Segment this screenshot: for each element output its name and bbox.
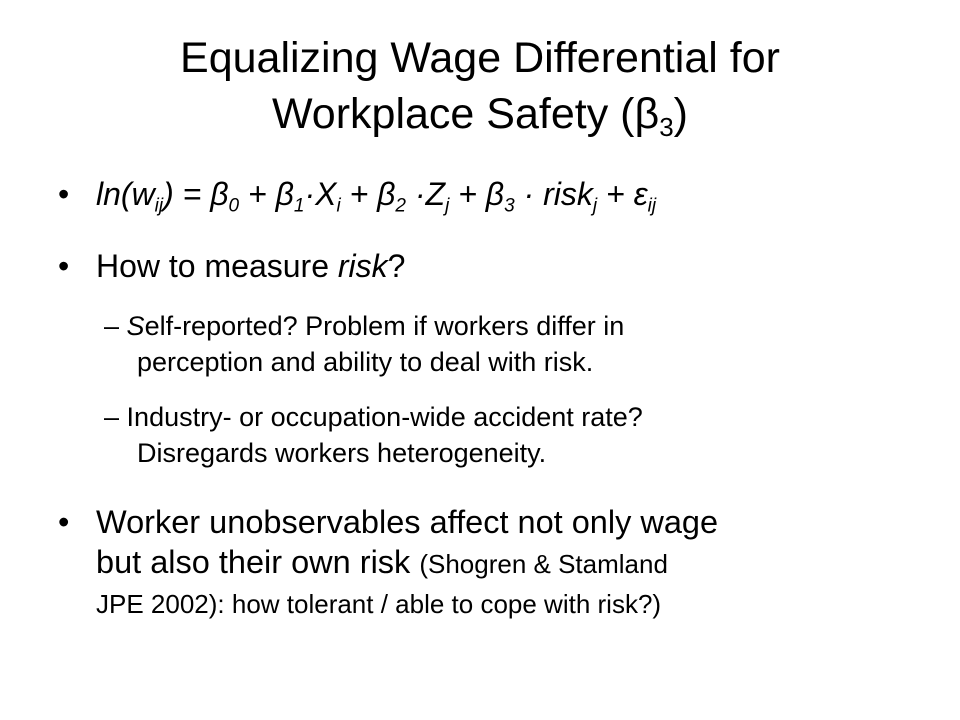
- eq-subscript: i: [336, 195, 341, 217]
- eq-subscript: j: [592, 195, 598, 217]
- eq-term: + β: [449, 176, 505, 212]
- eq-term: ·Z: [406, 176, 446, 212]
- title-beta-subscript: 3: [659, 111, 674, 142]
- industry-text: Industry- or occupation-wide accident rate?: [126, 402, 643, 432]
- bullet-dot: •: [58, 176, 70, 212]
- title-line-2: [60, 86, 900, 142]
- bullet-measure-risk: [58, 248, 405, 285]
- measure-prefix: How to measure: [96, 248, 338, 284]
- slide-title: [60, 30, 900, 142]
- eq-term: ·X: [304, 176, 337, 212]
- eq-subscript: 0: [228, 195, 240, 217]
- eq-subscript: 2: [395, 195, 406, 217]
- eq-subscript: ij: [154, 195, 164, 217]
- bullet-dot: •: [58, 504, 70, 540]
- eq-subscript: ij: [647, 195, 657, 217]
- eq-subscript: 1: [293, 195, 305, 217]
- worker-citation: (Shogren & Stamland: [419, 549, 668, 579]
- bullet-worker-unobservables: [58, 502, 718, 624]
- title-line-2-suffix: ): [673, 90, 688, 138]
- title-line-2-prefix: Workplace Safety (β: [272, 90, 660, 138]
- sub-dash: –: [104, 402, 120, 432]
- worker-line-1: [58, 502, 718, 542]
- eq-term: ) = β: [163, 176, 229, 212]
- self-initial: S: [126, 311, 145, 341]
- self-text: elf-reported? Problem if workers differ in: [144, 311, 625, 341]
- subbullet-industry: [104, 399, 643, 471]
- wage-equation: [96, 176, 657, 217]
- eq-term: + β: [340, 176, 396, 212]
- worker-text-2: but also their own risk: [96, 544, 420, 580]
- eq-term: + ε: [597, 176, 648, 212]
- measure-suffix: ?: [387, 248, 406, 284]
- eq-subscript: 3: [504, 195, 515, 217]
- bullet-dot: •: [58, 248, 70, 284]
- bullet-equation: [58, 176, 657, 217]
- measure-risk-word: risk: [337, 248, 388, 284]
- sub-dash: –: [104, 311, 120, 341]
- subbullet-self-reported: [104, 308, 624, 380]
- eq-term: · risk: [514, 176, 593, 212]
- worker-line-3: JPE 2002): how tolerant / able to cope with risk?): [96, 589, 662, 619]
- self-line-1: [104, 308, 624, 344]
- self-line-2: perception and ability to deal with risk.: [137, 347, 594, 377]
- eq-subscript: j: [445, 195, 450, 217]
- eq-term: ln(w: [96, 176, 155, 212]
- industry-line-1: [104, 399, 643, 435]
- eq-term: + β: [239, 176, 294, 212]
- title-line-1: Equalizing Wage Differential for: [180, 34, 780, 82]
- worker-text-1: Worker unobservables affect not only wage: [96, 504, 719, 540]
- worker-line-2: [58, 542, 718, 584]
- industry-line-2: Disregards workers heterogeneity.: [137, 438, 547, 468]
